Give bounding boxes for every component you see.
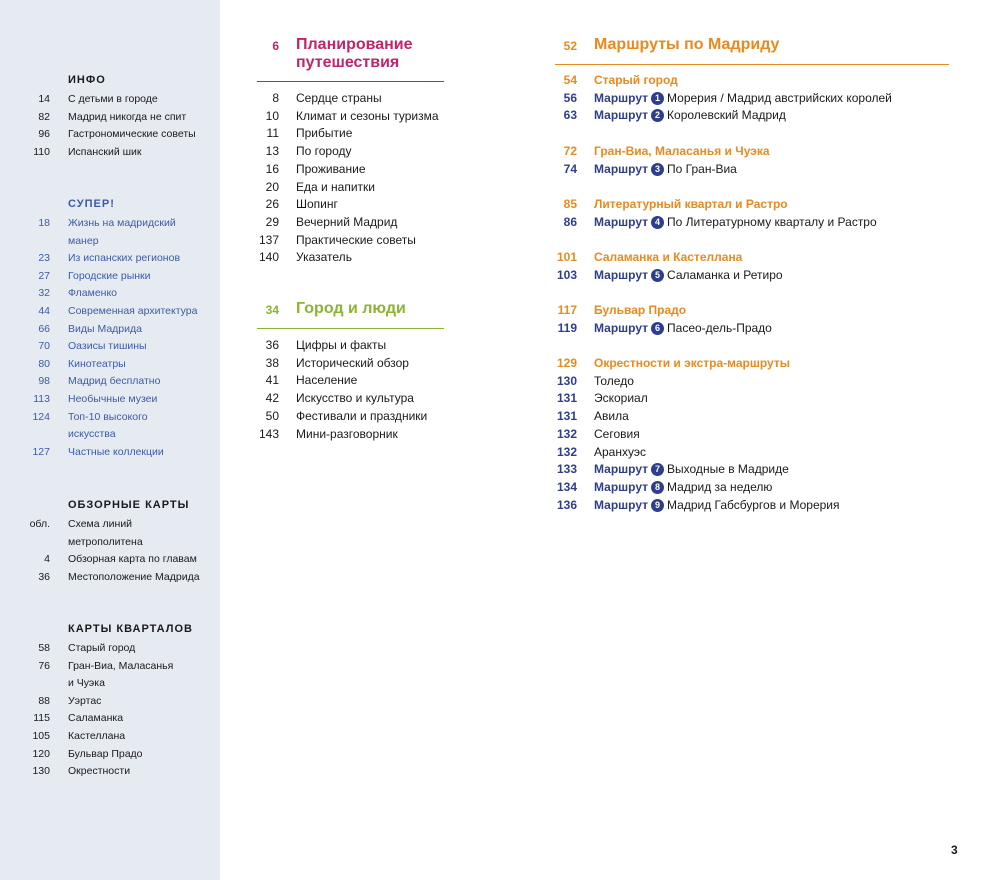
entry-label: Толедо [594, 373, 634, 388]
page-number: 132 [556, 444, 577, 459]
subsection-title: Старый город [594, 73, 678, 87]
section-title: Город и люди [296, 300, 406, 317]
entry-label: Шопинг [296, 197, 338, 212]
section-header-planning[interactable] [257, 36, 447, 82]
item-label: Саламанка [68, 712, 124, 725]
page-number: 13 [265, 144, 279, 159]
entry-label: Цифры и факты [296, 338, 387, 352]
item-label: Кинотеатры [68, 357, 126, 370]
sidebar-panel [0, 0, 220, 880]
page-number: 143 [258, 426, 279, 441]
route-word: Маршрут [594, 90, 649, 105]
page-number: 115 [33, 712, 50, 725]
page-number: 76 [38, 659, 50, 672]
subsection-title: Литературный квартал и Растро [594, 197, 788, 211]
entry-label: Население [296, 373, 358, 388]
entry-label: Прибытие [296, 126, 353, 141]
page-number: 27 [38, 269, 50, 282]
subsection-title: Бульвар Прадо [594, 303, 687, 317]
page-number: 14 [38, 93, 50, 105]
page-number: 131 [556, 391, 577, 406]
entry-label: По Литературному кварталу и Растро [667, 214, 877, 229]
page-number: 29 [265, 214, 279, 229]
page-number: 42 [265, 391, 279, 406]
item-label: Схема линий метрополитена [68, 518, 143, 548]
page-number: 120 [32, 747, 50, 760]
item-label: Необычные музеи [68, 393, 158, 405]
item-label: Кастеллана [68, 730, 126, 742]
entry-label: Сердце страны [296, 91, 382, 105]
page-number: 103 [556, 267, 577, 282]
item-label: Оазисы тишины [68, 340, 147, 353]
item-label: Фламенко [68, 287, 118, 300]
page-number: 23 [38, 252, 50, 265]
section-page-number: 6 [272, 39, 279, 53]
entry-label: Саламанка и Ретиро [667, 267, 783, 282]
page-number: 82 [38, 110, 50, 123]
entry-label: Еда и напитки [296, 179, 376, 194]
page-number: 136 [556, 497, 577, 512]
route-number-badge: 8 [651, 481, 664, 494]
page-number: 66 [38, 322, 50, 335]
item-label: Гастрономические советы [68, 128, 196, 141]
page-number: 38 [265, 355, 279, 370]
section-title: Планирование путешествия [296, 36, 413, 71]
page-number: 72 [563, 144, 577, 158]
item-label: Мадрид бесплатно [68, 375, 161, 388]
page-number: обл. [29, 518, 50, 530]
page-number: 26 [265, 197, 279, 212]
page-number: 10 [265, 108, 279, 123]
subsection-title: Гран-Виа, Маласанья и Чуэка [594, 144, 770, 158]
route-number-badge: 6 [651, 322, 664, 335]
route-number-badge: 7 [651, 463, 664, 476]
page-number: 137 [258, 232, 279, 247]
page-number: 105 [32, 730, 50, 742]
route-number-badge: 3 [651, 163, 664, 176]
page-number: 16 [265, 161, 279, 176]
entry-label: Авила [594, 409, 629, 424]
item-label: Современная архитектура [68, 305, 198, 317]
page-number: 110 [33, 145, 50, 158]
page-number: 133 [556, 462, 577, 477]
page-number: 80 [38, 357, 50, 370]
entry-label: Исторический обзор [296, 355, 409, 370]
item-label: Окрестности [68, 765, 131, 778]
section-divider [257, 328, 444, 329]
page-number: 88 [38, 694, 50, 707]
page-number: 130 [556, 373, 577, 388]
page-number: 54 [563, 73, 577, 87]
section-divider [257, 81, 444, 82]
route-word: Маршрут [594, 214, 649, 229]
entry-label: Мадрид за неделю [667, 479, 773, 494]
entry-label: Указатель [296, 250, 352, 265]
entry-label: Мадрид Габсбургов и Морерия [667, 497, 840, 512]
route-word: Маршрут [594, 479, 649, 494]
entry-label: По городу [296, 144, 352, 159]
route-word: Маршрут [594, 497, 649, 512]
page-number: 98 [38, 375, 50, 388]
route-word: Маршрут [594, 161, 649, 176]
entry-label: Пасео-дель-Прадо [667, 320, 772, 335]
page-number: 70 [38, 340, 50, 353]
page-number: 119 [557, 320, 577, 335]
section-header-routes[interactable] [555, 36, 950, 58]
entry-label: Проживание [296, 161, 366, 176]
entry-label: Морерия / Мадрид австрийских королей [667, 90, 892, 105]
route-number-badge: 2 [651, 109, 664, 122]
sidebar-section-title: СУПЕР! [68, 198, 115, 210]
sidebar-section-title: ОБЗОРНЫЕ КАРТЫ [68, 499, 190, 511]
page-number: 140 [258, 250, 279, 265]
item-label: Испанский шик [68, 145, 142, 158]
page-number: 18 [38, 217, 50, 229]
sidebar-section-title: ИНФО [68, 74, 106, 86]
route-number-badge: 1 [651, 92, 664, 105]
section-page-number: 52 [563, 39, 577, 53]
section-divider [555, 64, 949, 65]
entry-label: По Гран-Виа [667, 161, 737, 176]
item-label: Обзорная карта по главам [68, 553, 197, 566]
route-number-badge: 4 [651, 216, 664, 229]
item-label: Жизнь на мадридский манер [68, 217, 176, 247]
entry-label: Искусство и культура [296, 391, 414, 406]
page-number: 130 [32, 765, 50, 778]
item-label: Виды Мадрида [68, 322, 142, 335]
entry-label: Практические советы [296, 232, 416, 247]
page-number: 41 [265, 373, 279, 388]
page-number: 74 [563, 161, 577, 176]
route-word: Маршрут [594, 320, 649, 335]
page-number: 11 [266, 126, 279, 141]
page-number: 124 [32, 410, 50, 423]
route-word: Маршрут [594, 462, 649, 477]
entry-label: Королевский Мадрид [667, 108, 786, 123]
page-number: 63 [563, 108, 577, 123]
page-number: 134 [556, 479, 577, 494]
page-number: 32 [38, 287, 50, 300]
entry-label: Эскориал [594, 391, 648, 406]
toc-column-routes [555, 0, 955, 880]
entry-label: Климат и сезоны туризма [296, 108, 439, 123]
item-label: Бульвар Прадо [68, 747, 143, 760]
page-number: 56 [563, 90, 577, 105]
page-number: 20 [265, 179, 279, 194]
route-word: Маршрут [594, 108, 649, 123]
entry-label: Аранхуэс [594, 444, 646, 459]
item-label: Мадрид никогда не спит [68, 110, 187, 123]
entry-label: Выходные в Мадриде [667, 462, 789, 477]
entry-label: Фестивали и праздники [296, 408, 428, 423]
route-word: Маршрут [594, 267, 649, 282]
subsection-title: Окрестности и экстра-маршруты [594, 356, 790, 370]
page-number: 44 [38, 305, 50, 317]
subsection-title: Саламанка и Кастеллана [594, 250, 743, 264]
page-number: 36 [38, 570, 50, 583]
entry-label: Мини-разговорник [296, 426, 398, 441]
page-number: 131 [556, 409, 577, 424]
page-number: 86 [563, 214, 577, 229]
page-number: 132 [556, 426, 577, 441]
page-number: 101 [556, 250, 577, 264]
item-label: С детьми в городе [68, 93, 158, 105]
item-label: Старый город [68, 642, 136, 654]
page-number-footer: 3 [951, 843, 958, 857]
item-label: Частные коллекции [68, 445, 164, 458]
page-number: 117 [557, 303, 577, 317]
item-label: Из испанских регионов [68, 252, 181, 265]
route-number-badge: 9 [651, 499, 664, 512]
page-number: 96 [38, 128, 50, 141]
page-number: 113 [33, 393, 50, 405]
page-number: 36 [265, 338, 279, 352]
item-label: Топ-10 высокого искусства [68, 410, 148, 441]
page-number: 58 [38, 642, 50, 654]
item-label: Гран-Виа, Маласанья и Чуэка [68, 659, 174, 690]
item-label: Городские рынки [68, 269, 151, 282]
entry-label: Сеговия [594, 426, 640, 441]
section-header-city-and-people[interactable] [257, 300, 447, 322]
page-number: 4 [44, 553, 50, 566]
section-page-number: 34 [265, 303, 279, 317]
toc-column-middle [257, 0, 447, 880]
page-number: 85 [563, 197, 577, 211]
entry-label: Вечерний Мадрид [296, 214, 398, 229]
section-title: Маршруты по Мадриду [594, 36, 780, 53]
page-number: 50 [265, 408, 279, 423]
item-label: Уэртас [68, 694, 102, 707]
sidebar-section-title: КАРТЫ КВАРТАЛОВ [68, 623, 193, 635]
page-number: 8 [272, 91, 279, 105]
item-label: Местоположение Мадрида [68, 570, 200, 583]
route-number-badge: 5 [651, 269, 664, 282]
page-number: 129 [556, 356, 577, 370]
page-number: 127 [32, 445, 50, 458]
